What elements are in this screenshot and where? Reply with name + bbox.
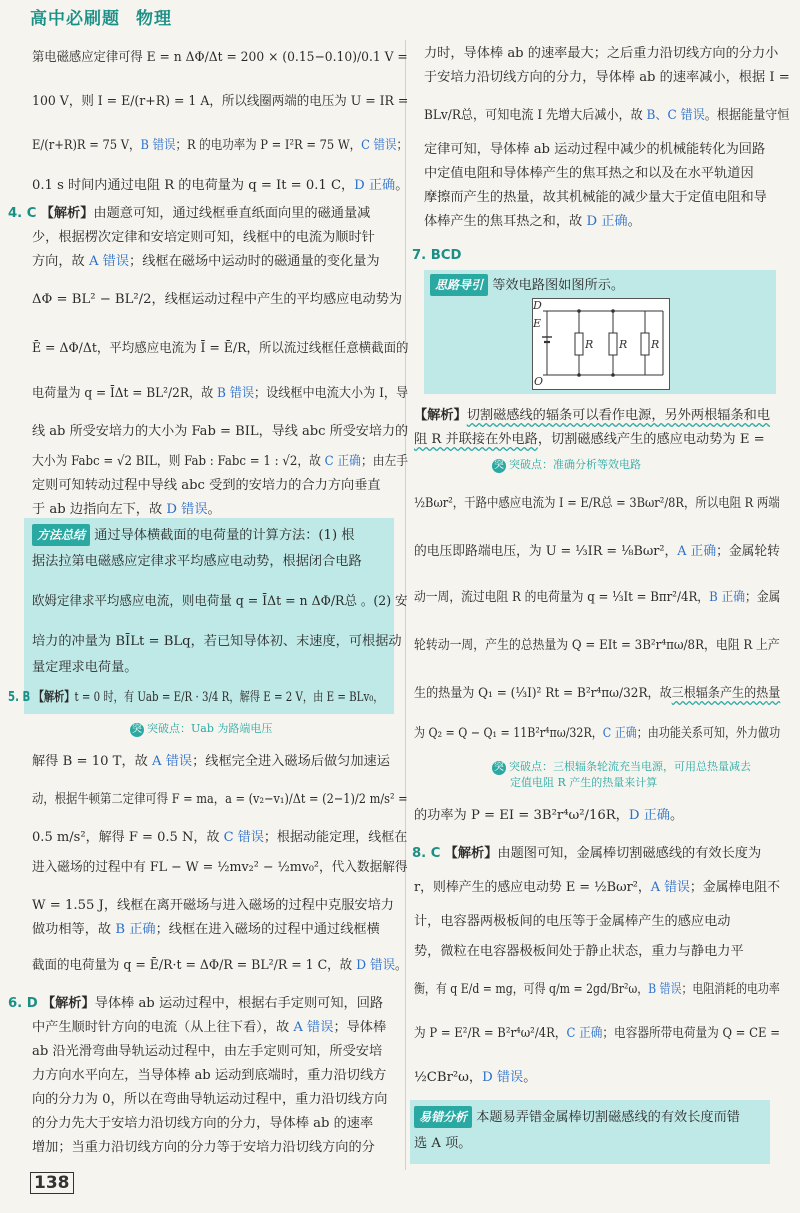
key-point-note: [492, 456, 641, 473]
text-span: ；线框在磁场中运动时的磁通量的变化量为: [129, 254, 380, 269]
circuit-diagram: [532, 298, 670, 390]
text-span: 。: [395, 958, 408, 973]
text-span: 中产生顺时针方向的电流（从上往下看），故: [32, 1020, 294, 1035]
junction-dot: [577, 309, 581, 313]
text-line: ab 沿光滑弯曲导轨运动过程中，由左手定则可知，所受安培: [32, 1044, 383, 1059]
text-span: ；电阻消耗的电功率: [681, 982, 780, 997]
text-span: 于 ab 边指向左下，故: [32, 502, 167, 517]
text-line: [414, 684, 780, 704]
question-8-line: [412, 844, 761, 864]
text-span: 大小为 Fabc = √2 BIL，则 Fab : Fabc = 1 : √2，故: [32, 454, 325, 469]
text-line: 动，根据牛顿第二定律可得 F = ma，a = (v₂−v₁)/Δt = (2−1)/2 m/s² =: [32, 792, 408, 807]
question-number: 4. C: [8, 206, 37, 221]
text-line: [414, 724, 780, 744]
key-point-icon: 突: [494, 460, 504, 471]
text-line: 培力的冲量为 BĪLt = BLq，若已知导体初、末速度，可根据动: [32, 634, 402, 649]
text-line: [32, 956, 408, 976]
text-span: 0.1 s 时间内通过电阻 R 的电荷量为 q = It = 0.1 C，: [32, 178, 355, 193]
text-line: [424, 212, 641, 232]
error-analysis-line: [414, 1106, 740, 1128]
answer-mark: B、C 错误: [646, 108, 705, 123]
text-span: ；设线框中电流大小为 I，导: [254, 386, 409, 401]
text-line: [32, 500, 221, 520]
answer-mark: C 错误: [223, 830, 264, 845]
text-line: 量定理求电荷量。: [32, 660, 138, 675]
analysis-tag: 【解析】: [33, 690, 75, 705]
text-span: ；金属轮转: [716, 544, 780, 559]
text-line: 摩擦而产生的热量，故其机械能的减少量大于定值电阻和导: [424, 190, 767, 205]
text-span: ；线框完全进入磁场后做匀加速运: [192, 754, 390, 769]
text-line: [414, 878, 780, 898]
text-span: 阻 R 并联接在外电路: [414, 432, 538, 447]
subject-title: 物理: [136, 9, 172, 29]
thinking-guide-line: [430, 274, 624, 296]
text-span: t = 0 时，有 Uab = E/R · 3/4 R，解得 E = 2 V，由 E = BLv₀，: [74, 690, 384, 705]
text-span: 。根据能量守恒: [704, 108, 790, 123]
text-span: ½CBr²ω，: [414, 1070, 483, 1085]
answer-mark: A 正确: [677, 544, 717, 559]
answer-mark: B 错误: [140, 138, 176, 153]
text-span: 导体棒 ab 运动过程中，根据右手定则可知，回路: [94, 996, 384, 1011]
junction-dot: [611, 373, 615, 377]
text-span: 截面的电荷量为 q = Ē/R·t = ΔΦ/R = BL²/R = 1 C，故: [32, 958, 357, 973]
text-line: 轮转动一周，产生的总热量为 Q = EIt = 3B²r⁴πω/8R，电阻 R 上产: [414, 638, 780, 653]
analysis-tag: 【解析】: [414, 408, 467, 423]
text-span: 。: [670, 808, 684, 823]
answer-mark: B 正确: [115, 922, 156, 937]
text-line: 选 A 项。: [414, 1136, 472, 1151]
answer-mark: A 错误: [88, 254, 130, 269]
question-number: 6. D: [8, 996, 38, 1011]
text-line: 定律可知，导体棒 ab 运动过程中减少的机械能转化为回路: [424, 142, 766, 157]
analysis-tag: 【解析】: [40, 206, 94, 221]
answer-mark: D 正确: [354, 178, 396, 193]
text-span: 切割磁感线的辐条可以看作电源，另外两根辐条和电: [466, 408, 771, 423]
text-line: [32, 1018, 386, 1038]
text-span: 本题易弄错金属棒切割磁感线的有效长度而错: [476, 1110, 740, 1125]
text-line: 中定值电阻和导体棒产生的焦耳热之和以及在水平轨道因: [424, 166, 754, 181]
text-span: 。: [523, 1070, 537, 1085]
key-point-note-cont: 定值电阻 R 产生的热量来计算: [510, 776, 658, 789]
text-span: ；线框在进入磁场的过程中通过线框横: [155, 922, 380, 937]
text-span: ；由左手: [360, 454, 409, 469]
text-span: ；金属棒电阻不: [689, 880, 781, 895]
text-span: 。: [207, 502, 221, 517]
page-number: 138: [30, 1172, 74, 1194]
label-D: D: [533, 299, 542, 312]
text-line: 第电磁感应定律可得 E = n ΔΦ/Δt = 200 × (0.15−0.10)/0.1 V =: [32, 50, 408, 65]
answer-mark: B 错误: [217, 386, 255, 401]
text-line: 计，电容器两极板间的电压等于金属棒产生的感应电动: [414, 914, 731, 929]
text-span: 突破点：三根辐条轮流充当电源，可用总热量减去: [509, 760, 751, 773]
page-header: [30, 4, 188, 29]
text-span: 动一周，流过电阻 R 的电荷量为 q = ⅓It = Bπr²/4R，: [414, 590, 710, 605]
series-title: 高中必刷题: [30, 9, 120, 29]
text-span: 由题意可知，通过线框垂直纸面向里的磁通量减: [93, 206, 371, 221]
text-line: 定则可知转动过程中导线 abc 受到的安培力的合力方向垂直: [32, 478, 381, 493]
text-span: E/(r+R)R = 75 V，: [32, 138, 141, 153]
text-line: [32, 384, 408, 404]
resistor-3: [641, 333, 649, 355]
text-line: 欧姆定律求平均感应电流，则电荷量 q = ĪΔt = n ΔΦ/R总 。(2) 安: [32, 594, 408, 609]
text-span: BLv/R总，可知电流 I 先增大后减小，故: [424, 108, 647, 123]
answer-mark: B 错误: [648, 982, 682, 997]
text-line: 进入磁场的过程中有 FL − W = ½mv₂² − ½mv₀²，代入数据解得: [32, 860, 408, 875]
answer-mark: C 正确: [566, 1026, 603, 1041]
text-line: [414, 980, 780, 1000]
answer-mark: D 正确: [628, 808, 670, 823]
text-line: 向的分力为 0，所以在弯曲导轨运动过程中，重力沿切线方向: [32, 1092, 388, 1107]
label-R1: R: [585, 338, 594, 351]
question-number: 8. C: [412, 846, 441, 861]
resistor-1: [575, 333, 583, 355]
text-line: 增加；当重力沿切线方向的分力等于安培力沿切线方向的分: [32, 1140, 375, 1155]
answer-mark: D 错误: [482, 1070, 524, 1085]
text-span: 突破点：Uab 为路端电压: [147, 722, 273, 735]
text-line: 于安培力沿切线方向的分力，导体棒 ab 的速率减小，根据 I =: [424, 70, 790, 85]
text-span: 衡，有 q E/d = mg，可得 q/m = 2gd/Br²ω，: [414, 982, 649, 997]
text-span: ；由功能关系可知，外力做功: [636, 726, 781, 741]
text-line: W = 1.55 J，线框在离开磁场与进入磁场的过程中克服安培力: [32, 898, 394, 913]
text-line: [414, 806, 683, 826]
analysis-tag: 【解析】: [41, 996, 95, 1011]
text-span: ；: [396, 138, 408, 153]
text-span: 三根辐条产生的热量: [671, 686, 781, 701]
answer-mark: A 错误: [650, 880, 690, 895]
thinking-guide-label: 思路导引: [430, 274, 488, 296]
text-line: [32, 920, 380, 940]
answer-mark: D 错误: [166, 502, 208, 517]
label-R3: R: [651, 338, 660, 351]
text-span: ；电容器所带电荷量为 Q = CE =: [602, 1026, 780, 1041]
text-span: 为 Q₂ = Q − Q₁ = 11B²r⁴πω/32R，: [414, 726, 603, 741]
label-R2: R: [619, 338, 628, 351]
question-4-line: [8, 204, 370, 224]
answer-mark: A 错误: [152, 754, 193, 769]
text-span: 。: [395, 178, 409, 193]
text-line: [414, 430, 765, 450]
text-span: 体棒产生的焦耳热之和，故: [424, 214, 587, 229]
text-line: [414, 588, 780, 608]
answer-mark: D 错误: [356, 958, 396, 973]
junction-dot: [611, 309, 615, 313]
text-line: Ē = ΔΦ/Δt，平均感应电流为 Ī = Ē/R，所以流过线框任意横截面的: [32, 341, 409, 356]
answer-mark: B 正确: [709, 590, 746, 605]
answer-mark: C 正确: [324, 454, 361, 469]
text-line: 据法拉第电磁感应定律求平均感应电动势，根据闭合电路: [32, 554, 362, 569]
text-span: 突破点：准确分析等效电路: [509, 458, 641, 471]
answer-mark: D 正确: [586, 214, 628, 229]
answer-mark: C 错误: [361, 138, 397, 153]
text-span: ，切割磁感线产生的感应电动势为 E =: [537, 432, 765, 447]
text-line: 力方向水平向左，当导体棒 ab 运动到底端时，重力沿切线方: [32, 1068, 387, 1083]
question-7-number: [412, 246, 461, 266]
text-line: [424, 106, 789, 126]
text-span: 等效电路图如图所示。: [492, 278, 625, 293]
method-summary-box: [24, 518, 394, 714]
text-span: ；R 的电功率为 P = I²R = 75 W，: [175, 138, 362, 153]
key-point-icon: 突: [132, 724, 142, 735]
text-line: [32, 828, 407, 848]
question-5-line: [8, 688, 384, 708]
text-line: 势，微粒在电容器极板间处于静止状态，重力与静电力平: [414, 944, 744, 959]
question-6-line: [8, 994, 383, 1014]
key-point-note: [492, 758, 751, 775]
text-line: [32, 136, 408, 156]
method-summary-line: [32, 524, 354, 546]
question-number: 5. B: [8, 690, 31, 705]
text-line: ΔΦ = BL² − BL²/2，线框运动过程中产生的平均感应电动势为: [32, 292, 403, 307]
text-line: [414, 1024, 780, 1044]
text-line: 线 ab 所受安培力的大小为 Fab = BIL，导线 abc 所受安培力的: [32, 424, 409, 439]
question-7-line: [414, 406, 770, 426]
text-span: ；根据动能定理，线框在: [263, 830, 408, 845]
text-line: 少，根据楞次定律和安培定则可知，线框中的电流为顺时针: [32, 230, 375, 245]
text-span: 0.5 m/s²，解得 F = 0.5 N，故: [32, 830, 224, 845]
key-point-icon: 突: [494, 762, 504, 773]
text-line: [414, 542, 780, 562]
label-E: E: [533, 317, 542, 330]
text-line: [32, 252, 380, 272]
text-span: 解得 B = 10 T，故: [32, 754, 153, 769]
text-span: 的电压即路端电压，为 U = ⅓IR = ⅛Bωr²，: [414, 544, 678, 559]
answer-mark: A 错误: [293, 1020, 334, 1035]
answer-mark: C 正确: [602, 726, 637, 741]
text-span: 由题图可知，金属棒切割磁感线的有效长度为: [497, 846, 762, 861]
text-span: 方向，故: [32, 254, 89, 269]
text-line: [414, 1068, 536, 1088]
analysis-tag: 【解析】: [444, 846, 498, 861]
label-O: O: [534, 375, 544, 388]
text-line: [32, 176, 408, 196]
text-span: 的功率为 P = EI = 3B²r⁴ω²/16R，: [414, 808, 629, 823]
error-analysis-label: 易错分析: [414, 1106, 472, 1128]
text-line: [32, 452, 408, 472]
question-number: 7. BCD: [412, 248, 462, 263]
text-span: ；导体棒: [333, 1020, 387, 1035]
text-span: ；金属: [745, 590, 781, 605]
text-line: [32, 752, 390, 772]
method-summary-label: 方法总结: [32, 524, 90, 546]
resistor-2: [609, 333, 617, 355]
circuit-svg: [533, 299, 669, 389]
text-line: 的分力先大于安培力沿切线方向的分力，导体棒 ab 的速率: [32, 1116, 374, 1131]
text-line: 力时，导体棒 ab 的速率最大；之后重力沿切线方向的分力小: [424, 46, 779, 61]
text-span: 为 P = E²/R = B²r⁴ω²/4R，: [414, 1026, 567, 1041]
text-span: r，则棒产生的感应电动势 E = ½Bωr²，: [414, 880, 651, 895]
key-point-note: [130, 720, 272, 737]
text-span: 通过导体横截面的电荷量的计算方法：(1) 根: [94, 528, 355, 543]
junction-dot: [577, 373, 581, 377]
text-line: ½Bωr²，干路中感应电流为 I = E/R总 = 3Bωr²/8R，所以电阻 R 两端: [414, 496, 780, 511]
text-line: 100 V，则 I = E/(r+R) = 1 A，所以线圈两端的电压为 U = IR =: [32, 94, 409, 109]
text-span: 电荷量为 q = ĪΔt = BL²/2R，故: [32, 386, 218, 401]
text-span: 生的热量为 Q₁ = (⅓I)² Rt = B²r⁴πω/32R，故: [414, 686, 672, 701]
text-span: 做功相等，故: [32, 922, 116, 937]
text-span: 。: [627, 214, 641, 229]
